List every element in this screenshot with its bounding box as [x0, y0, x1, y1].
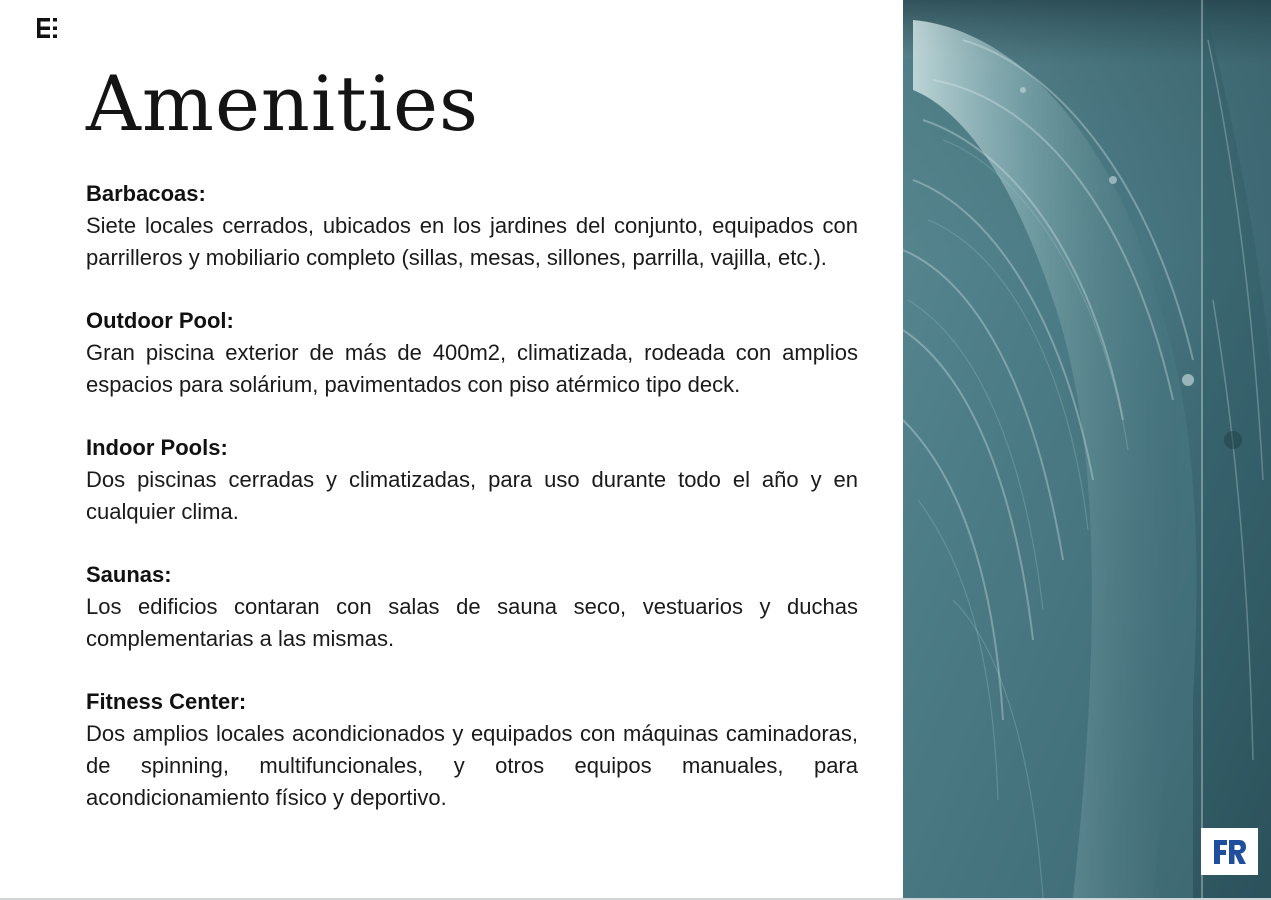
page-title: Amenities: [86, 59, 480, 148]
amenity-section: [86, 178, 858, 274]
fr-logo-icon: [1212, 838, 1248, 866]
e-brand-mark-icon: [37, 16, 59, 40]
amenity-description: Los edificios contaran con salas de sauna seco, vestuarios y duchas complementarias a las mismas.: [86, 594, 858, 651]
fr-logo: [1201, 828, 1258, 875]
amenity-section: [86, 686, 858, 814]
amenity-heading: Indoor Pools:: [86, 435, 228, 460]
amenity-section: [86, 559, 858, 655]
amenity-heading: Outdoor Pool:: [86, 308, 234, 333]
wave-illustration: [903, 0, 1271, 898]
amenities-list: [86, 178, 858, 845]
amenity-description: Dos amplios locales acondicionados y equipados con máquinas caminadoras, de spinning, multifuncionales, y otros equipos manuales, para acondicionamiento físico y deportivo.: [86, 721, 858, 810]
amenity-description: Gran piscina exterior de más de 400m2, climatizada, rodeada con amplios espacios para solárium, pavimentados con piso atérmico tipo deck.: [86, 340, 858, 397]
amenity-description: Siete locales cerrados, ubicados en los jardines del conjunto, equipados con parrilleros y mobiliario completo (sillas, mesas, sillones, parrilla, vajilla, etc.).: [86, 213, 858, 270]
amenity-section: [86, 305, 858, 401]
amenity-section: [86, 432, 858, 528]
wave-water-photo: [903, 0, 1271, 898]
amenity-heading: Saunas:: [86, 562, 172, 587]
amenity-heading: Barbacoas:: [86, 181, 206, 206]
amenity-heading: Fitness Center:: [86, 689, 247, 714]
amenity-description: Dos piscinas cerradas y climatizadas, para uso durante todo el año y en cualquier clima.: [86, 467, 858, 524]
